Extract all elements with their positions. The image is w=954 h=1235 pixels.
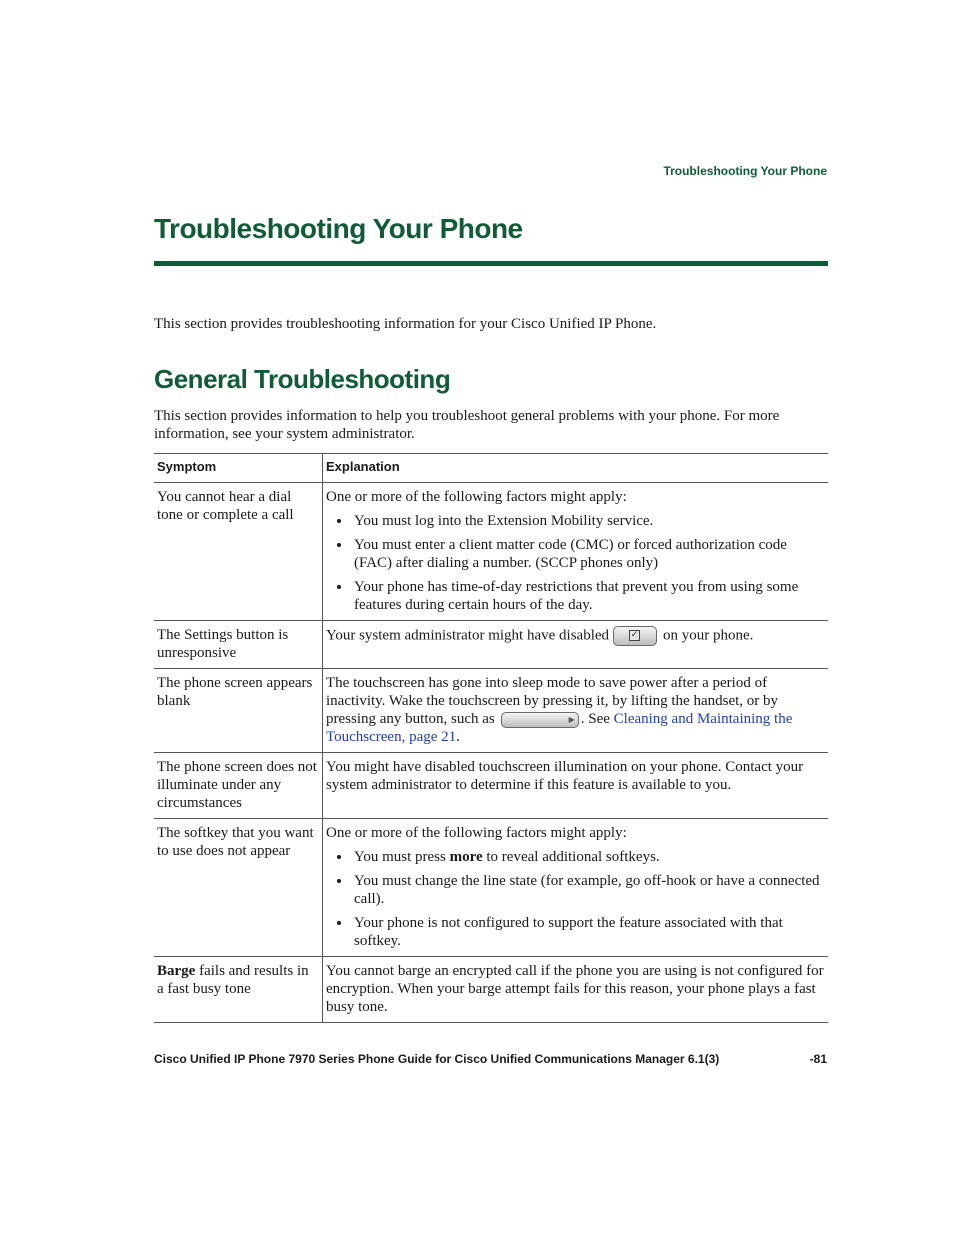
troubleshooting-table	[154, 453, 828, 1023]
factor-list	[326, 512, 825, 614]
symptom-cell: The softkey that you want to use does not appear	[154, 819, 323, 957]
explanation-cell: You might have disabled touchscreen illumination on your phone. Contact your system administrator to determine if this feature is available to you.	[323, 753, 829, 819]
table-row	[154, 957, 828, 1023]
cleaning-touchscreen-link[interactable]: Cleaning and Maintaining the Touchscreen, page 21	[326, 711, 793, 745]
table-row	[154, 483, 828, 621]
explanation-cell	[323, 621, 829, 669]
table-row	[154, 819, 828, 957]
settings-check-icon: ✓	[613, 626, 657, 646]
explanation-cell: You cannot barge an encrypted call if the phone you are using is not configured for encryption. When your barge attempt fails for this reason, your phone plays a fast busy tone.	[323, 957, 829, 1023]
explanation-text: .	[456, 729, 460, 745]
symptom-cell: You cannot hear a dial tone or complete a call	[154, 483, 323, 621]
table-row	[154, 669, 828, 753]
header-explanation: Explanation	[323, 454, 829, 483]
explanation-cell	[323, 669, 829, 753]
list-item: • You must log into the Extension Mobility service.	[352, 512, 825, 530]
symptom-cell	[154, 957, 323, 1023]
line-button-icon: ▶	[501, 712, 579, 728]
page-title: Troubleshooting Your Phone	[154, 213, 523, 244]
list-item-text: You must press	[354, 849, 446, 865]
footer-title: Cisco Unified IP Phone 7970 Series Phone Guide for Cisco Unified Communications Manager 6.1(3)	[154, 1052, 720, 1066]
list-item: • You must change the line state (for example, go off-hook or have a connected call).	[352, 872, 825, 908]
list-item: • Your phone has time-of-day restrictions that prevent you from using some features during certain hours of the day.	[352, 578, 825, 614]
title-rule	[154, 261, 828, 266]
explanation-text: The touchscreen has gone into sleep mode to save power after a period of inactivity. Wake the touchscreen by pressing it, by lifting the handset, or by pressing any button, such as	[326, 675, 779, 727]
symptom-cell: The phone screen appears blank	[154, 669, 323, 753]
factor-list	[326, 848, 825, 950]
intro-paragraph: This section provides troubleshooting information for your Cisco Unified IP Phone.	[154, 316, 657, 332]
symptom-cell: The phone screen does not illuminate under any circumstances	[154, 753, 323, 819]
explanation-lead: One or more of the following factors might apply:	[326, 489, 627, 505]
symptom-text: fails and results in a fast busy tone	[157, 963, 309, 997]
running-header: Troubleshooting Your Phone	[663, 164, 827, 178]
list-item-text: to reveal additional softkeys.	[486, 849, 660, 865]
symptom-cell: The Settings button is unresponsive	[154, 621, 323, 669]
list-item: • Your phone is not configured to support the feature associated with that softkey.	[352, 914, 825, 950]
explanation-cell	[323, 483, 829, 621]
explanation-lead: One or more of the following factors might apply:	[326, 825, 627, 841]
page-number: -81	[809, 1052, 827, 1066]
symptom-keyword: Barge	[157, 963, 196, 979]
table-header-row	[154, 454, 828, 483]
softkey-keyword: more	[449, 849, 483, 865]
header-symptom: Symptom	[154, 454, 323, 483]
section-intro: This section provides information to help you troubleshoot general problems with your phone. For more information, see your system administrator.	[154, 408, 780, 442]
explanation-cell	[323, 819, 829, 957]
table-row	[154, 621, 828, 669]
table-row	[154, 753, 828, 819]
explanation-text: Your system administrator might have disabled	[326, 627, 610, 644]
explanation-text: on your phone.	[663, 627, 754, 644]
explanation-text: . See	[580, 711, 610, 727]
list-item: • You must enter a client matter code (CMC) or forced authorization code (FAC) after dialing a number. (SCCP phones only)	[352, 536, 825, 572]
section-heading: General Troubleshooting	[154, 364, 451, 394]
list-item	[352, 848, 825, 866]
